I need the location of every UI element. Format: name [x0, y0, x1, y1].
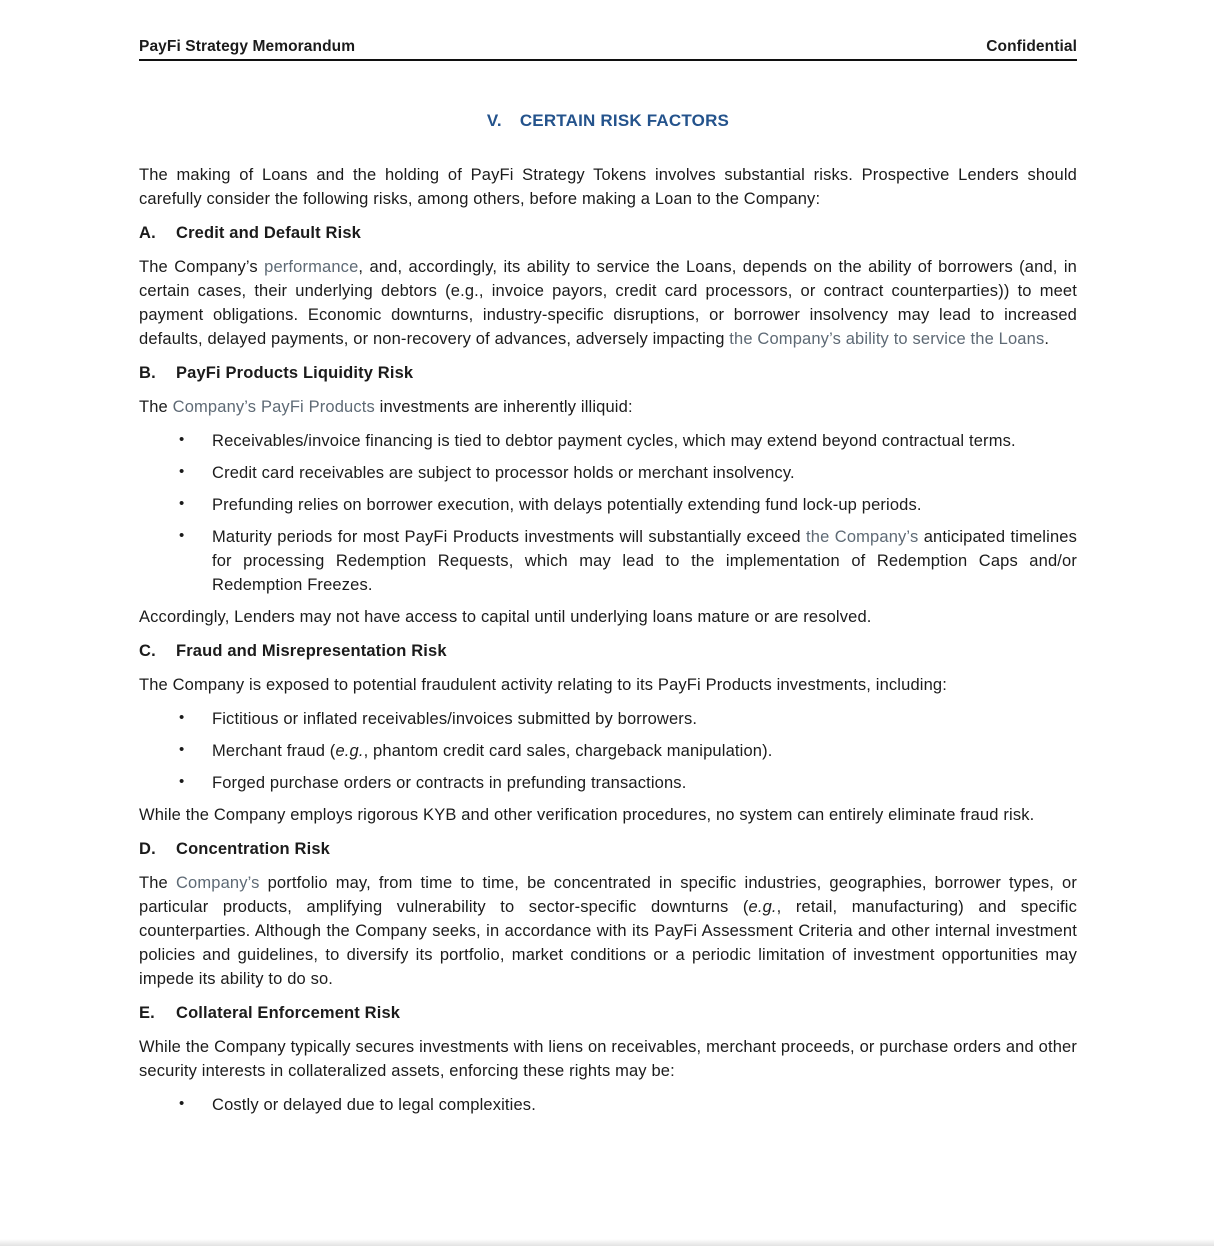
bullet-item	[139, 1093, 1077, 1117]
text-run: Merchant fraud (	[212, 742, 336, 760]
bullet-dot-icon: •	[179, 741, 185, 758]
text-run: Accordingly, Lenders may not have access to capital until underlying loans mature or are resolved.	[139, 608, 872, 626]
text-run: , phantom credit card sales, chargeback manipulation).	[363, 742, 773, 760]
text-run-muted: the Company’s ability to service the Loans	[729, 330, 1045, 348]
bullet-dot-icon: •	[179, 1095, 185, 1112]
text-run: Credit card receivables are subject to processor holds or merchant insolvency.	[212, 464, 795, 482]
section-title	[139, 109, 1077, 133]
text-run: The Company is exposed to potential fraudulent activity relating to its PayFi Products investments, including:	[139, 676, 947, 694]
section-heading	[139, 639, 1077, 663]
text-run: , and, accordingly, its ability to service the Loans, depends on the ability of borrowers (and, in certain cases, their underlying debtors (e.g., invoice payors, credit card processors, or contract counterparties)) to meet payment obligations. Economic downturns, industry-specific disruptions, or borrower insolvency may lead to increased defaults, delayed payments, or non-recovery of advances, adversely impacting	[139, 258, 1077, 348]
document-body	[139, 163, 1077, 1117]
text-run-muted: the Company’s	[806, 528, 919, 546]
paragraph	[139, 255, 1077, 351]
text-run: The	[139, 398, 173, 416]
bullet-dot-icon: •	[179, 431, 185, 448]
text-run: , retail, manufacturing) and specific counterparties. Although the Company seeks, in accordance with its PayFi Assessment Criteria and other internal investment policies and guidelines, to diversify its portfolio, market conditions or a periodic limitation of investment opportunities may impede its ability to do so.	[139, 898, 1077, 988]
bullet-item	[139, 739, 1077, 763]
bullet-item	[139, 461, 1077, 485]
text-run-muted: Company’s	[175, 874, 260, 892]
text-run: Prefunding relies on borrower execution, with delays potentially extending fund lock-up periods.	[212, 496, 922, 514]
text-run: Costly or delayed due to legal complexities.	[212, 1096, 536, 1114]
text-run: Maturity periods for most PayFi Products investments will substantially exceed	[212, 528, 807, 546]
section-title-text: CERTAIN RISK FACTORS	[519, 111, 730, 130]
text-run-italic: e.g.	[748, 898, 777, 916]
section-letter: E.	[139, 1004, 155, 1022]
bullet-item	[139, 493, 1077, 517]
text-run: The making of Loans and the holding of PayFi Strategy Tokens involves substantial risks. Prospective Lenders should carefully consider the following risks, among others, before making a Loan to the Company:	[139, 166, 1077, 208]
bullet-dot-icon: •	[179, 495, 185, 512]
text-run-muted: Company’s PayFi Products	[172, 398, 375, 416]
bullet-dot-icon: •	[179, 773, 185, 790]
section-heading-text: Fraud and Misrepresentation Risk	[176, 642, 447, 660]
section-letter: A.	[139, 224, 156, 242]
text-run: investments are inherently illiquid:	[374, 398, 633, 416]
section-heading	[139, 837, 1077, 861]
bullet-item	[139, 525, 1077, 597]
paragraph	[139, 605, 1077, 629]
page-bottom-edge	[0, 1239, 1214, 1246]
text-run: .	[1044, 330, 1050, 348]
bullet-item	[139, 429, 1077, 453]
section-heading-text: Concentration Risk	[176, 840, 330, 858]
bullet-dot-icon: •	[179, 709, 185, 726]
section-heading	[139, 221, 1077, 245]
section-heading-text: Collateral Enforcement Risk	[176, 1004, 401, 1022]
text-run: portfolio may, from time to time, be concentrated in specific industries, geographies, borrower types, or particular products, amplifying vulnerability to sector-specific downturns (	[139, 874, 1077, 916]
text-run: Fictitious or inflated receivables/invoices submitted by borrowers.	[212, 710, 698, 728]
paragraph	[139, 803, 1077, 827]
bullet-item	[139, 771, 1077, 795]
section-letter: B.	[139, 364, 156, 382]
section-heading	[139, 1001, 1077, 1025]
section-heading-text: Credit and Default Risk	[176, 224, 361, 242]
text-run: The	[139, 874, 176, 892]
section-heading-text: PayFi Products Liquidity Risk	[176, 364, 414, 382]
text-run: The Company’s	[139, 258, 265, 276]
bullet-dot-icon: •	[179, 463, 185, 480]
section-letter: D.	[139, 840, 156, 858]
header-confidential-label: Confidential	[986, 38, 1077, 55]
text-run-italic: e.g.	[335, 742, 364, 760]
bullet-item	[139, 707, 1077, 731]
text-run: While the Company employs rigorous KYB and other verification procedures, no system can entirely eliminate fraud risk.	[139, 806, 1035, 824]
paragraph	[139, 673, 1077, 697]
text-run: Receivables/invoice financing is tied to debtor payment cycles, which may extend beyond contractual terms.	[212, 432, 1016, 450]
section-letter: C.	[139, 642, 156, 660]
section-heading	[139, 361, 1077, 385]
header-document-title: PayFi Strategy Memorandum	[139, 38, 356, 55]
paragraph	[139, 1035, 1077, 1083]
page-header	[139, 38, 1077, 61]
text-run: anticipated timelines for processing Redemption Requests, which may lead to the implementation of Redemption Caps and/or Redemption Freezes.	[212, 528, 1077, 594]
paragraph	[139, 871, 1077, 991]
paragraph	[139, 163, 1077, 211]
text-run-muted: performance	[264, 258, 359, 276]
bullet-dot-icon: •	[179, 527, 185, 544]
text-run: While the Company typically secures investments with liens on receivables, merchant proceeds, or purchase orders and other security interests in collateralized assets, enforcing these rights may be:	[139, 1038, 1077, 1080]
paragraph	[139, 395, 1077, 419]
text-run: Forged purchase orders or contracts in prefunding transactions.	[212, 774, 687, 792]
section-title-number: V.	[486, 111, 502, 130]
document-page	[139, 0, 1077, 1117]
